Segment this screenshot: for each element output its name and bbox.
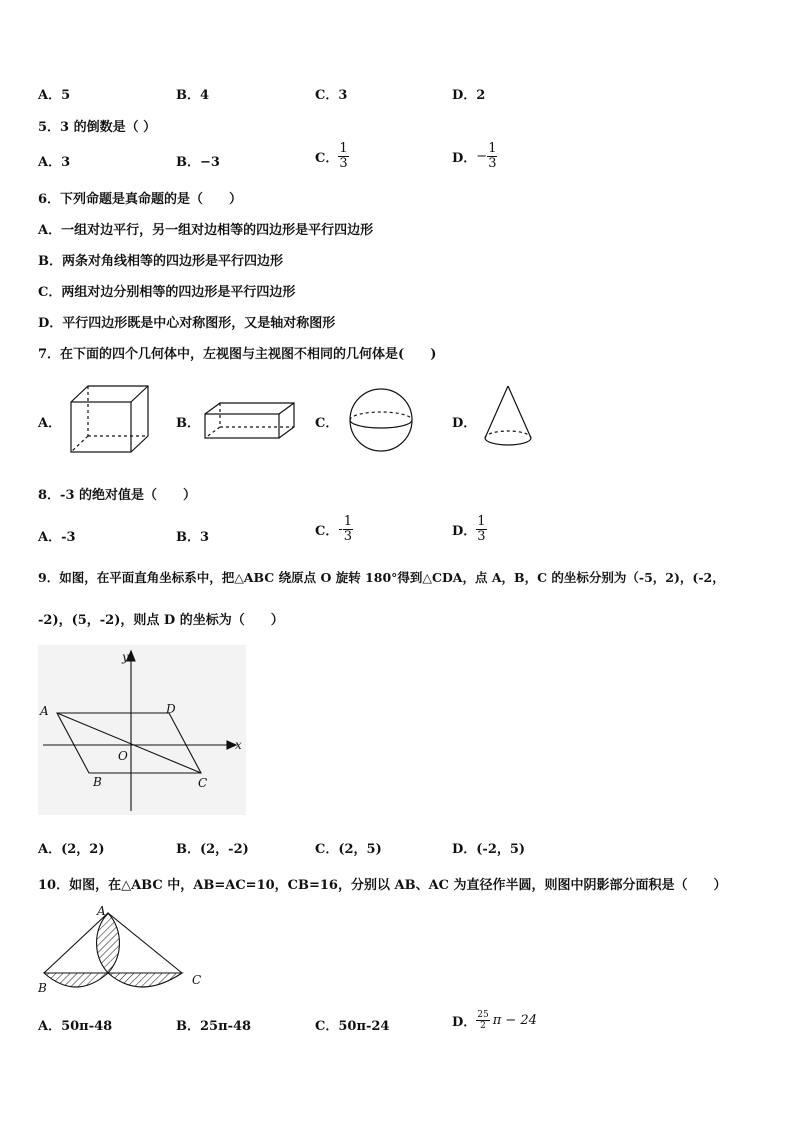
q10-option-c: C．50π-24	[315, 1019, 390, 1034]
q8-stem: 8．-3 的绝对值是（ ）	[38, 488, 197, 503]
q8-option-a: A．-3	[38, 530, 76, 545]
q8-option-d-fraction	[476, 515, 486, 544]
q4-option-b: B．4	[176, 88, 210, 103]
q7-option-a-label: A．	[38, 416, 62, 431]
q5-stem: 5．3 的倒数是（ ）	[38, 120, 157, 135]
label-y: y	[122, 650, 129, 664]
q8-option-d	[452, 515, 487, 544]
q9-coordinate-figure	[38, 645, 246, 815]
fraction-numerator: 25	[477, 1010, 489, 1020]
q6-option-d: D．平行四边形既是中心对称图形，又是轴对称图形	[38, 316, 336, 331]
q6-option-b: B．两条对角线相等的四边形是平行四边形	[38, 254, 283, 269]
label-b: B	[38, 981, 47, 995]
q10-option-b: B．25π-48	[176, 1019, 252, 1034]
fraction-denominator: 2	[480, 1021, 486, 1031]
q9-option-d: D．(-2，5)	[452, 842, 526, 857]
q8-option-c	[315, 515, 353, 544]
cuboid-figure	[202, 400, 298, 442]
q6-option-a: A．一组对边平行，另一组对边相等的四边形是平行四边形	[38, 223, 374, 238]
fraction-denominator: 3	[343, 529, 353, 544]
q5-option-a: A．3	[38, 155, 71, 170]
q4-option-a: A．5	[38, 88, 71, 103]
q6-option-c: C．两组对边分别相等的四边形是平行四边形	[38, 285, 296, 300]
q7-option-b-label: B．	[176, 416, 200, 431]
q5-option-c-fraction	[338, 142, 348, 171]
fraction-numerator: 1	[488, 141, 497, 156]
q7-option-c-label: C．	[315, 416, 339, 431]
q5-option-d	[452, 142, 497, 171]
q9-option-b: B．(2，-2)	[176, 842, 249, 857]
q10-option-d-label: D．	[452, 1015, 477, 1030]
fraction-denominator: 3	[477, 529, 486, 544]
q10-stem: 10．如图，在△ABC 中，AB=AC=10，CB=16，分别以 AB、AC 为直径作半圆，则图中阴影部分面积是（ ）	[38, 878, 727, 893]
shaded-lens-a	[97, 913, 120, 973]
q10-semicircle-figure	[34, 903, 210, 999]
minus-sign: -	[338, 522, 343, 537]
fraction-denominator: 3	[488, 156, 497, 171]
q8-option-d-label: D．	[452, 524, 477, 539]
q10-option-a: A．50π-48	[38, 1019, 113, 1034]
q5-option-c	[315, 142, 349, 171]
q10-option-d	[452, 1010, 537, 1031]
q5-option-c-label: C．	[315, 151, 339, 166]
q9-stem-line1: 9．如图，在平面直角坐标系中，把△ABC 绕原点 O 旋转 180°得到△CDA，点 A，B，C 的坐标分别为（-5，2)，(-2，	[38, 570, 725, 585]
label-b: B	[93, 775, 102, 789]
minus-sign: −	[476, 149, 488, 164]
fraction-numerator: 1	[339, 141, 348, 156]
q7-stem: 7．在下面的四个几何体中，左视图与主视图不相同的几何体是( )	[38, 347, 437, 362]
q4-option-d: D．2	[452, 88, 486, 103]
fraction-numerator: 1	[343, 514, 353, 529]
q10-option-d-tail: π − 24	[492, 1013, 537, 1028]
q9-option-a: A．(2，2)	[38, 842, 105, 857]
q7-option-d-label: D．	[452, 416, 477, 431]
label-d: D	[166, 702, 176, 716]
shaded-region-left	[44, 973, 108, 987]
q5-option-d-label: D．	[452, 151, 477, 166]
q6-stem: 6．下列命题是真命题的是（ ）	[38, 192, 243, 207]
cube-figure	[66, 384, 156, 456]
fraction-denominator: 3	[339, 156, 348, 171]
label-x: x	[235, 738, 242, 752]
q5-option-b: B．−3	[176, 155, 220, 170]
fraction-numerator: 1	[477, 514, 486, 529]
q8-option-c-fraction	[343, 515, 353, 544]
shaded-region-right	[108, 973, 182, 987]
label-a: A	[97, 904, 106, 918]
q5-option-d-fraction	[487, 142, 497, 171]
sphere-figure	[346, 387, 416, 453]
q9-stem-line2: -2)，(5，-2)，则点 D 的坐标为（ ）	[38, 613, 284, 628]
q4-option-c: C．3	[315, 88, 348, 103]
figure-background	[38, 645, 246, 815]
label-c: C	[192, 973, 202, 987]
label-a: A	[40, 704, 49, 718]
q10-option-d-fraction	[476, 1010, 489, 1031]
q8-option-b: B．3	[176, 530, 210, 545]
q8-option-c-label: C．	[315, 524, 339, 539]
label-c: C	[198, 776, 208, 790]
label-o: O	[118, 749, 128, 763]
cone-figure	[482, 384, 534, 448]
q9-option-c: C．(2，5)	[315, 842, 382, 857]
